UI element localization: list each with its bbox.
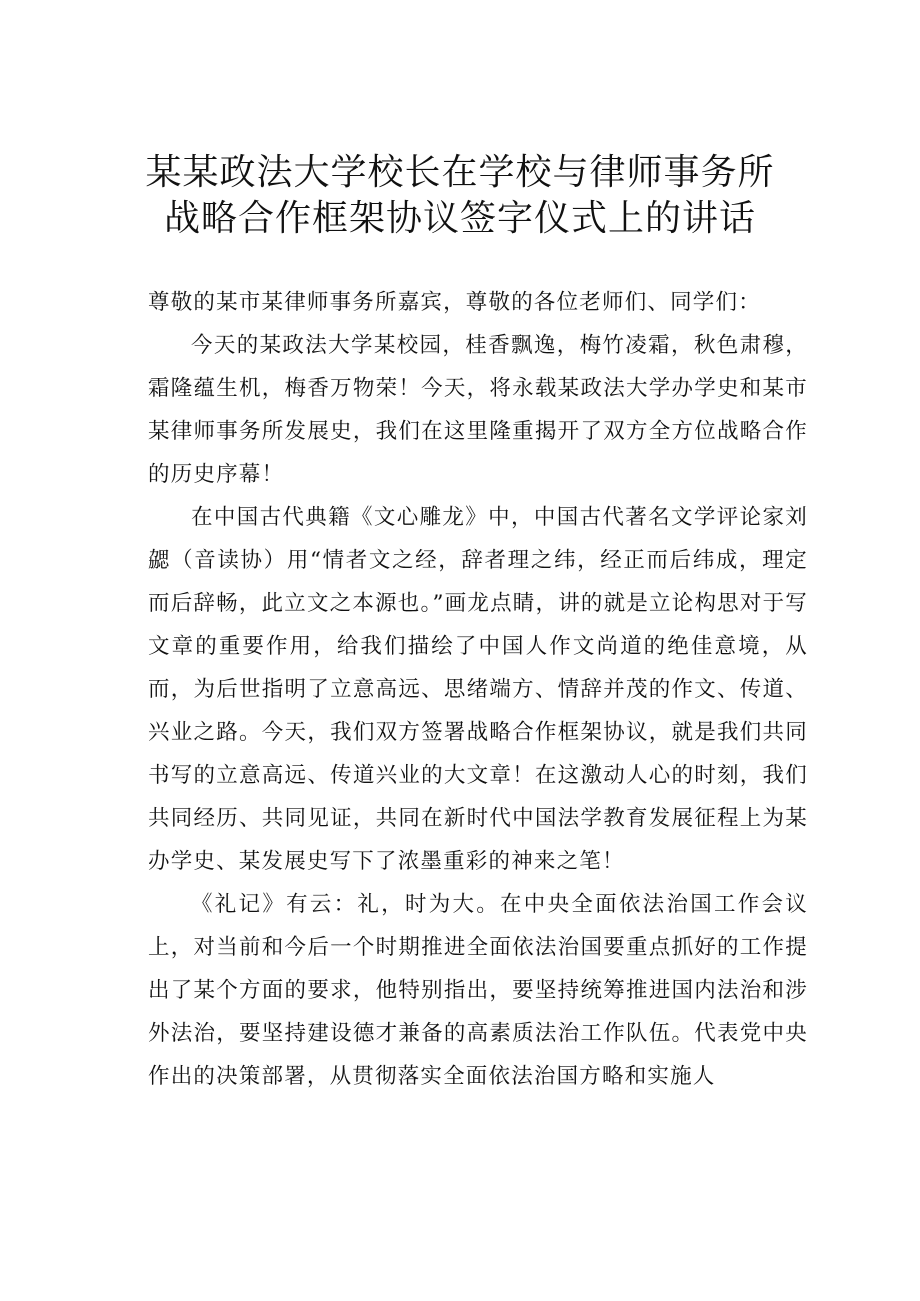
title-line-1: 某某政法大学校长在学校与律师事务所 xyxy=(145,152,775,193)
title-line-2: 战略合作框架协议签字仪式上的讲话 xyxy=(163,198,756,239)
paragraph-3: 《礼记》有云：礼，时为大。在中央全面依法治国工作会议上，对当前和今后一个时期推进全面依法治国要重点抓好的工作提出了某个方面的要求，他特别指出，要坚持统筹推进国内法治和涉外法治，要坚持建设德才兼备的高素质法治工作队伍。代表党中央作出的决策部署，从贯彻落实全面依法治国方略和实施人 xyxy=(148,892,808,1089)
paragraph-1: 今天的某政法大学某校园，桂香飘逸，梅竹凌霜，秋色肃穆，霜隆蕴生机，梅香万物荣！今天，将永载某政法大学办学史和某市某律师事务所发展史，我们在这里隆重揭开了双方全方位战略合作的历史序幕！ xyxy=(148,333,808,487)
document-title xyxy=(100,150,820,242)
document-body xyxy=(148,281,808,1098)
paragraph-2: 在中国古代典籍《文心雕龙》中，中国古代著名文学评论家刘勰（音读协）用“情者文之经，辞者理之纬，经正而后纬成，理定而后辞畅，此立文之本源也。”画龙点睛，讲的就是立论构思对于写文章的重要作用，给我们描绘了中国人作文尚道的绝佳意境，从而，为后世指明了立意高远、思绪端方、情辞并茂的作文、传道、兴业之路。今天，我们双方签署战略合作框架协议，就是我们共同书写的立意高远、传道兴业的大文章！在这激动人心的时刻，我们共同经历、共同见证，共同在新时代中国法学教育发展征程上为某办学史、某发展史写下了浓墨重彩的神来之笔！ xyxy=(148,505,808,874)
salutation: 尊敬的某市某律师事务所嘉宾，尊敬的各位老师们、同学们： xyxy=(148,290,761,315)
